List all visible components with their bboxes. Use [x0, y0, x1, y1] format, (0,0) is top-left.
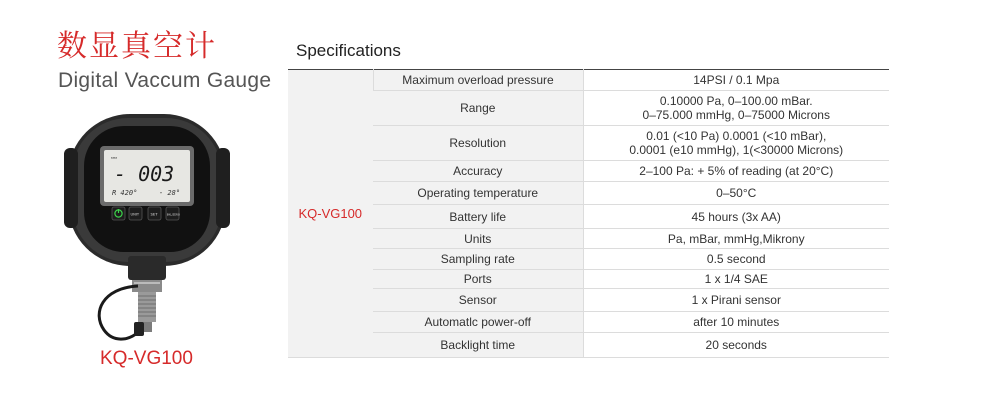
- table-row: [288, 270, 889, 289]
- spec-value-line-1: 0.10000 Pa, 0–100.00 mBar.: [659, 94, 813, 108]
- table-row: [288, 91, 889, 126]
- spec-value-line-2: 0.0001 (e10 mmHg), 1(<30000 Microns): [629, 143, 844, 157]
- gauge-neck: [128, 256, 166, 280]
- page-title-chinese: 数显真空计: [57, 29, 217, 64]
- table-row: [288, 182, 889, 205]
- spec-name: Automatlc power-off: [373, 312, 583, 333]
- power-button[interactable]: [112, 207, 125, 220]
- lcd-main-reading: - 003: [114, 162, 175, 186]
- spec-value: 45 hours (3x AA): [583, 205, 889, 229]
- spec-name: Ports: [373, 270, 583, 289]
- spec-value: Pa, mBar, mmHg,Mikrony: [583, 229, 889, 249]
- table-row: [288, 70, 889, 91]
- unit-button-label: UNIT: [130, 212, 140, 217]
- lcd-battery-icon: ▭▭: [111, 155, 118, 161]
- spec-name: Sensor: [373, 289, 583, 312]
- spec-value: 14PSI / 0.1 Mpa: [583, 70, 889, 91]
- unit-button[interactable]: [129, 207, 142, 220]
- spec-name: Operating temperature: [373, 182, 583, 205]
- spec-value: 1 x Pirani sensor: [583, 289, 889, 312]
- set-button[interactable]: [148, 207, 161, 220]
- spec-value-line-2: 0–75.000 mmHg, 0–75000 Microns: [642, 108, 830, 122]
- spec-name: Maximum overload pressure: [373, 70, 583, 91]
- spec-value: 1 x 1/4 SAE: [583, 270, 889, 289]
- spec-name: Battery life: [373, 205, 583, 229]
- spec-value: 0.5 second: [583, 249, 889, 270]
- spec-value: [583, 126, 889, 161]
- backlight-zero-button-label: BKL/ZERO: [166, 213, 180, 217]
- table-row: [288, 289, 889, 312]
- table-row: [288, 205, 889, 229]
- spec-name: Backlight time: [373, 333, 583, 358]
- table-row: [288, 312, 889, 333]
- dust-cap-tether: [99, 286, 140, 339]
- spec-name: Resolution: [373, 126, 583, 161]
- specifications-heading: Specifications: [296, 41, 401, 60]
- spec-value: 20 seconds: [583, 333, 889, 358]
- set-button-label: SET: [150, 211, 158, 217]
- spec-name: Range: [373, 91, 583, 126]
- table-row: [288, 126, 889, 161]
- spec-value: [583, 91, 889, 126]
- gauge-left-grip: [64, 148, 78, 228]
- spec-value-line-1: 0.01 (<10 Pa) 0.0001 (<10 mBar),: [646, 129, 827, 143]
- dust-cap: [134, 322, 144, 336]
- table-row: [288, 333, 889, 358]
- spec-name: Units: [373, 229, 583, 249]
- table-row: [288, 229, 889, 249]
- page-title-english: Digital Vaccum Gauge: [58, 69, 272, 92]
- table-row: [288, 249, 889, 270]
- spec-name: Sampling rate: [373, 249, 583, 270]
- specifications-table: [288, 69, 889, 358]
- vacuum-gauge-illustration: [62, 108, 232, 353]
- model-caption: KQ-VG100: [100, 348, 193, 369]
- table-row: [288, 161, 889, 182]
- model-cell: KQ-VG100: [288, 70, 373, 358]
- spec-value: 0–50°C: [583, 182, 889, 205]
- backlight-zero-button[interactable]: [166, 207, 180, 220]
- lcd-sub-reading-left: R 420°: [112, 189, 138, 197]
- spec-name: Accuracy: [373, 161, 583, 182]
- spec-value: after 10 minutes: [583, 312, 889, 333]
- spec-value: 2–100 Pa: + 5% of reading (at 20°C): [583, 161, 889, 182]
- gauge-right-grip: [216, 148, 230, 228]
- lcd-sub-reading-right: - 28°: [159, 189, 181, 197]
